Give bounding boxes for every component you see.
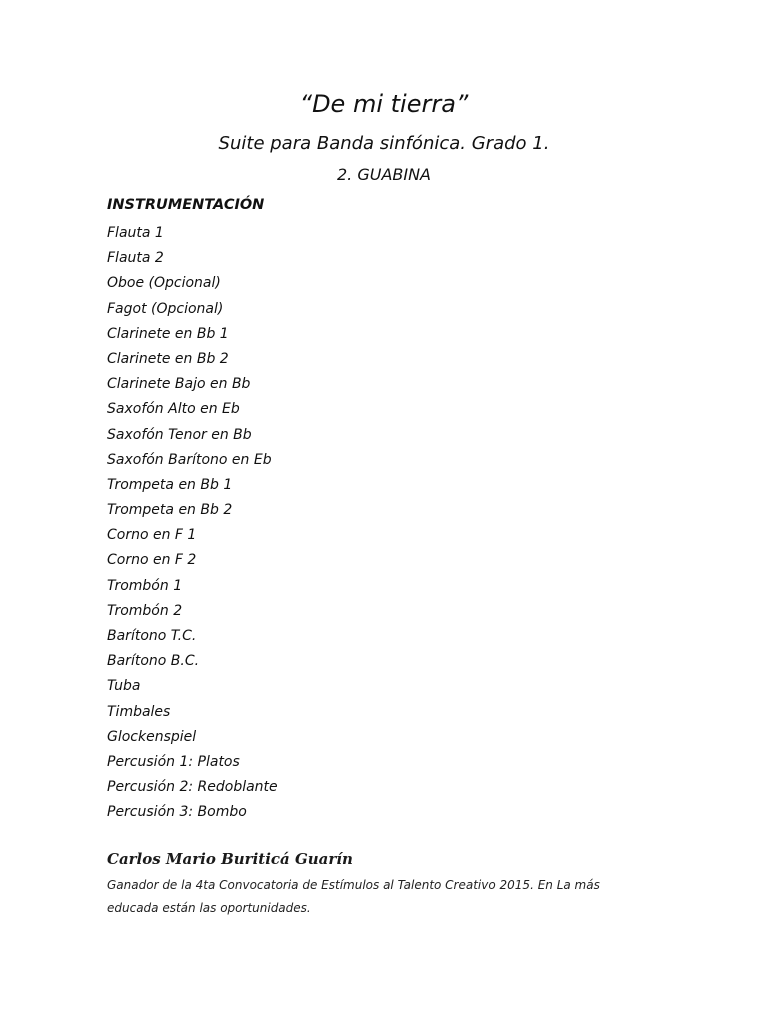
instrument-item: Corno en F 1 [107,527,197,544]
movement-title: 2. GUABINA [336,165,431,184]
instrument-item: Trompeta en Bb 1 [107,476,233,493]
instrument-item: Clarinete en Bb 2 [107,350,229,367]
instrument-item: Tuba [107,678,141,695]
instrument-item: Clarinete Bajo en Bb [107,376,251,393]
instrument-list [107,221,278,826]
instrumentation-heading: INSTRUMENTACIÓN [107,197,265,213]
instrument-item: Oboe (Opcional) [107,275,221,292]
instrument-item: Glockenspiel [107,728,197,745]
instrument-item: Percusión 2: Redoblante [107,779,278,796]
instrument-item: Trombón 2 [107,602,183,619]
instrument-item: Percusión 1: Platos [107,753,240,770]
instrument-item: Percusión 3: Bombo [107,804,247,821]
instrument-item: Saxofón Barítono en Eb [107,451,272,468]
instrument-item: Saxofón Alto en Eb [107,401,240,418]
composer-note: Ganador de la 4ta Convocatoria de Estímulos al Talento Creativo 2015. En La más educada están las oportunidades. [107,878,600,915]
document-title: “De mi tierra” [299,90,469,118]
instrument-item: Barítono T.C. [107,628,197,644]
instrument-item: Timbales [107,703,171,720]
instrument-item: Saxofón Tenor en Bb [107,426,252,443]
instrument-item: Fagot (Opcional) [107,300,224,317]
instrument-item: Barítono B.C. [107,653,200,670]
instrument-item: Corno en F 2 [107,552,197,569]
composer-name: Carlos Mario Buriticá Guarín [107,850,353,868]
instrument-item: Trombón 1 [107,577,183,594]
instrument-item: Flauta 2 [107,250,164,267]
instrument-item: Clarinete en Bb 1 [107,325,229,342]
instrument-item: Flauta 1 [107,225,164,241]
instrument-item: Trompeta en Bb 2 [107,502,233,519]
document-subtitle: Suite para Banda sinfónica. Grado 1. [218,133,550,154]
